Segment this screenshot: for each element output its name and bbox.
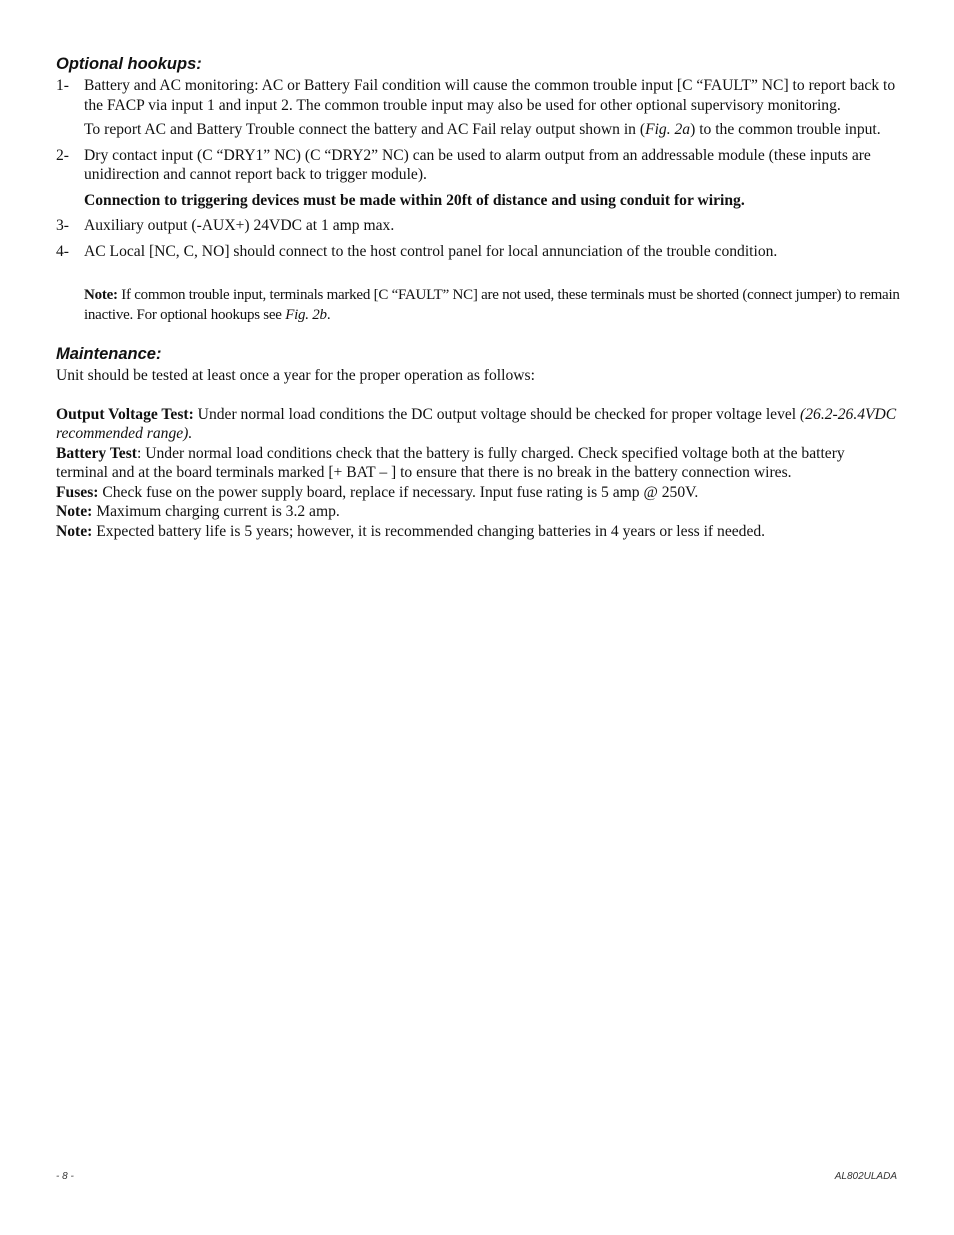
maintenance-heading: Maintenance: — [56, 345, 162, 363]
optional-hookups-note: Note: If common trouble input, terminals marked [C “FAULT” NC] are not used, these terminals must be shorted (connect jumper) to remain inactive. For optional hookups see Fig. 2b. — [84, 287, 900, 323]
voltage-range: (26.2-26.4VDC recommended range). — [56, 405, 897, 442]
list-item-text: AC Local [NC, C, NO] should connect to the host control panel for local annunciation of the trouble condition. — [84, 242, 778, 260]
page-number: - 8 - — [56, 1171, 74, 1182]
page-content — [56, 54, 900, 541]
document-id: AL802ULADA — [834, 1171, 897, 1182]
maintenance-intro: Unit should be tested at least once a year for the proper operation as follows: — [56, 367, 535, 384]
ac-battery-trouble-paragraph: To report AC and Battery Trouble connect the battery and AC Fail relay output shown in (Fig. 2a) to the common trouble input. — [84, 121, 881, 138]
triggering-devices-warning: Connection to triggering devices must be made within 20ft of distance and using conduit for wiring. — [84, 191, 745, 209]
battery-life-note: Note: Expected battery life is 5 years; however, it is recommended changing batteries in 4 years or less if needed. — [56, 522, 766, 540]
note-label: Note: — [84, 287, 118, 303]
list-item-text: Auxiliary output (-AUX+) 24VDC at 1 amp max. — [84, 217, 395, 234]
list-item-text: Battery and AC monitoring: AC or Battery Fail condition will cause the common trouble input [C “FAULT” NC] to report back to the FACP via input 1 and input 2. The common trouble input may also be used for other optional supervisory monitoring. — [84, 77, 896, 114]
list-item-text: Dry contact input (C “DRY1” NC) (C “DRY2” NC) can be used to alarm output from an addressable module (these inputs are unidirection and cannot report back to trigger module). — [84, 146, 871, 183]
list-number: 4- — [56, 242, 69, 260]
list-item-1 — [56, 76, 900, 140]
output-voltage-test: Output Voltage Test: Under normal load conditions the DC output voltage should be checked for proper voltage level (26.2-26.4VDC recommended range). — [56, 405, 897, 442]
battery-test: Battery Test: Under normal load conditions check that the battery is fully charged. Check specified voltage both at the battery terminal and at the board terminals marked [+ BAT – ] to ensure that there is no break in the battery connection wires. — [56, 444, 845, 481]
fig-2b-reference: Fig. 2b — [285, 306, 327, 323]
charging-current-note: Note: Maximum charging current is 3.2 amp. — [56, 503, 340, 520]
maintenance-section — [56, 344, 900, 541]
optional-hookups-heading: Optional hookups: — [56, 55, 202, 73]
list-number: 1- — [56, 77, 69, 94]
fuses-check: Fuses: Check fuse on the power supply board, replace if necessary. Input fuse rating is 5 amp @ 250V. — [56, 483, 699, 501]
list-item-2 — [56, 146, 900, 185]
fig-2a-reference: Fig. 2a — [645, 121, 691, 138]
list-number: 3- — [56, 217, 69, 234]
list-item-3 — [56, 216, 900, 236]
list-number: 2- — [56, 146, 69, 164]
list-item-4 — [56, 242, 900, 262]
